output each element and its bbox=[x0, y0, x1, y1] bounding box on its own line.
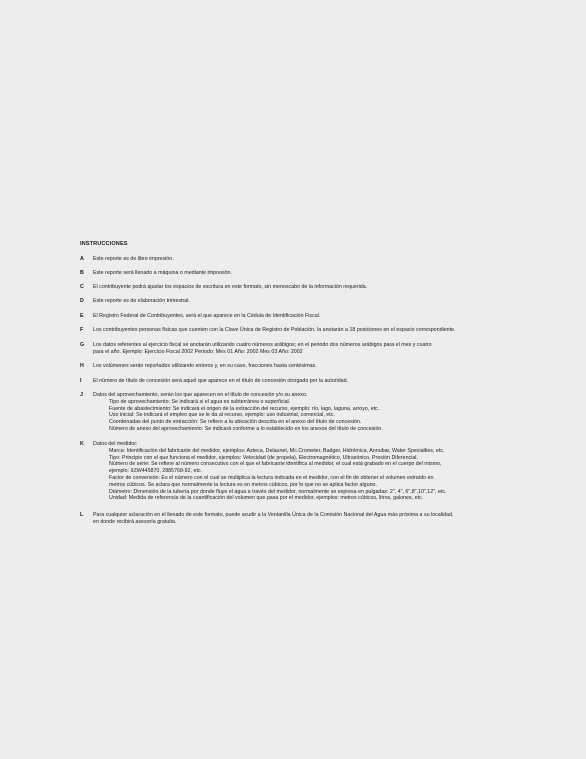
instruction-subline: Diámetro: Dimensión de la tubería por donde fluye el agua a través del medidor, normalmente se expresa en pulgadas: 2", 4", 6",8",10",12", etc. bbox=[109, 488, 447, 495]
instruction-line: Este reporte es de elaboración trimestral. bbox=[93, 298, 190, 304]
instruction-subline: Marca: Identificación del fabricante del medidor, ejemplos: Azteca, Delaunet, Mc.Crometer, Badger, Hidrómica, Annubar, Water Specialties, etc. bbox=[109, 447, 445, 454]
instruction-subline: Fuente de abastecimiento: Se indicará el origen de la extracción del recurso, ejemplo: río, lago, laguna, arroyo, etc. bbox=[109, 405, 380, 412]
instruction-text bbox=[93, 512, 498, 526]
instruction-letter: H bbox=[80, 363, 84, 369]
instruction-text bbox=[93, 313, 498, 320]
instruction-line: Para cualquier aclaración en el llenado de este formato, puede acudir a la Ventanilla Única de la Comisión Nacional del Agua más próxima a su localidad, bbox=[93, 512, 454, 518]
instruction-text bbox=[93, 298, 498, 305]
instruction-line: Datos del aprovechamiento, serán los que aparecen en el título de concesión y/o su anexo. bbox=[93, 392, 308, 398]
instruction-text bbox=[93, 342, 498, 356]
instruction-subline: Tipo de aprovechamiento: Se indicará si el agua es subterránea o superficial. bbox=[109, 398, 291, 405]
instruction-subline: ejemplo: 9ZW445870, 2885768-92, etc. bbox=[109, 468, 203, 475]
instruction-letter: L bbox=[80, 512, 84, 518]
instruction-letter: K bbox=[80, 441, 84, 447]
instruction-text bbox=[93, 363, 498, 370]
instruction-line: Los volúmenes serán reportados utilizando enteros y, en su caso, fracciones hasta centésimas. bbox=[93, 363, 317, 369]
instruction-subline: Unidad: Medida de referencia de la cuantificación del volumen que pasa por el medidor, ejemplos: metros cúbicos, litros, galones, etc. bbox=[109, 495, 424, 502]
instruction-text bbox=[93, 392, 498, 433]
instruction-line: en donde recibirá asesoría gratuita. bbox=[93, 518, 177, 525]
instruction-line: para el año. Ejemplo: Ejercicio Fiscal 2002 Periodo: Mes 01 Año: 2002 Mes 03 Año: 2002 bbox=[93, 348, 303, 355]
instruction-letter: B bbox=[80, 270, 84, 276]
instruction-line: Datos del medidor: bbox=[93, 441, 138, 447]
instruction-letter: E bbox=[80, 313, 84, 319]
instruction-letter: D bbox=[80, 298, 84, 304]
instruction-letter: G bbox=[80, 342, 85, 348]
instruction-letter: A bbox=[80, 256, 84, 262]
instruction-line: Este reporte es de libre impresión. bbox=[93, 256, 174, 262]
instruction-letter: J bbox=[80, 392, 83, 398]
instruction-text bbox=[93, 441, 498, 502]
instruction-subline: Uso inicial: Se indicará el empleo que se le da al recurso, ejemplo: uso industrial, comercial, etc. bbox=[109, 412, 335, 419]
instruction-text bbox=[93, 327, 498, 334]
instruction-subline: Coordenadas del punto de extracción: Se refiere a la ubicación descrita en el anexo del título de concesión. bbox=[109, 419, 362, 426]
instruction-text bbox=[93, 378, 498, 385]
instruction-line: El contribuyente podrá ajustar los espacios de escritura en este formato, sin menoscabo de la información requerida. bbox=[93, 284, 368, 290]
instruction-line: El Registro Federal de Contribuyentes, será el que aparece en la Cédula de Identificación Fiscal. bbox=[93, 313, 321, 319]
instruction-subline: Número de anexo del aprovechamiento: Se indicará conforme a lo establecido en los anexos del título de concesión. bbox=[109, 425, 383, 432]
instruction-text bbox=[93, 284, 498, 291]
instruction-line: Este reporte será llenado a máquina o mediante impresión. bbox=[93, 270, 232, 276]
instruction-subline: metros cúbicos. Se aclara que normalmente la lectura es en metros cúbicos, por lo que no se aplica factor alguno. bbox=[109, 481, 377, 488]
instruction-text bbox=[93, 256, 498, 263]
instruction-subline: Tipo: Principio con el que funciona el medidor, ejemplos: Velocidad (de propela), Electromagnético, Ultrasónico, Presión Diferencial. bbox=[109, 454, 418, 461]
instruction-letter: F bbox=[80, 327, 84, 333]
instruction-letter: I bbox=[80, 378, 82, 384]
instructions-heading: INSTRUCCIONES bbox=[80, 241, 128, 247]
instruction-text bbox=[93, 270, 498, 277]
instruction-subline: Número de serie: Se refiere al número consecutivo con el que el fabricante identifica al medidor, el cual está grabado en el cuerpo del mismo, bbox=[109, 461, 442, 468]
instruction-subline: Factor de conversión: Es el número con el cual se multiplica la lectura indicada en el medidor, con el fin de obtener el volumen extraído en bbox=[109, 474, 434, 481]
instruction-line: El número de título de concesión será aquel que aparece en el título de concesión otorgado por la autoridad. bbox=[93, 378, 349, 384]
instruction-letter: C bbox=[80, 284, 84, 290]
instruction-line: Los datos referentes al ejercicio fiscal se anotarán utilizando cuatro números arábigos; en el periodo dos números arábigos para el mes y cuatro bbox=[93, 342, 432, 348]
instruction-line: Los contribuyentes personas físicas que cuenten con la Clave Única de Registro de Población, la anotarán a 18 posiciones en el espacio correspondiente. bbox=[93, 327, 456, 333]
